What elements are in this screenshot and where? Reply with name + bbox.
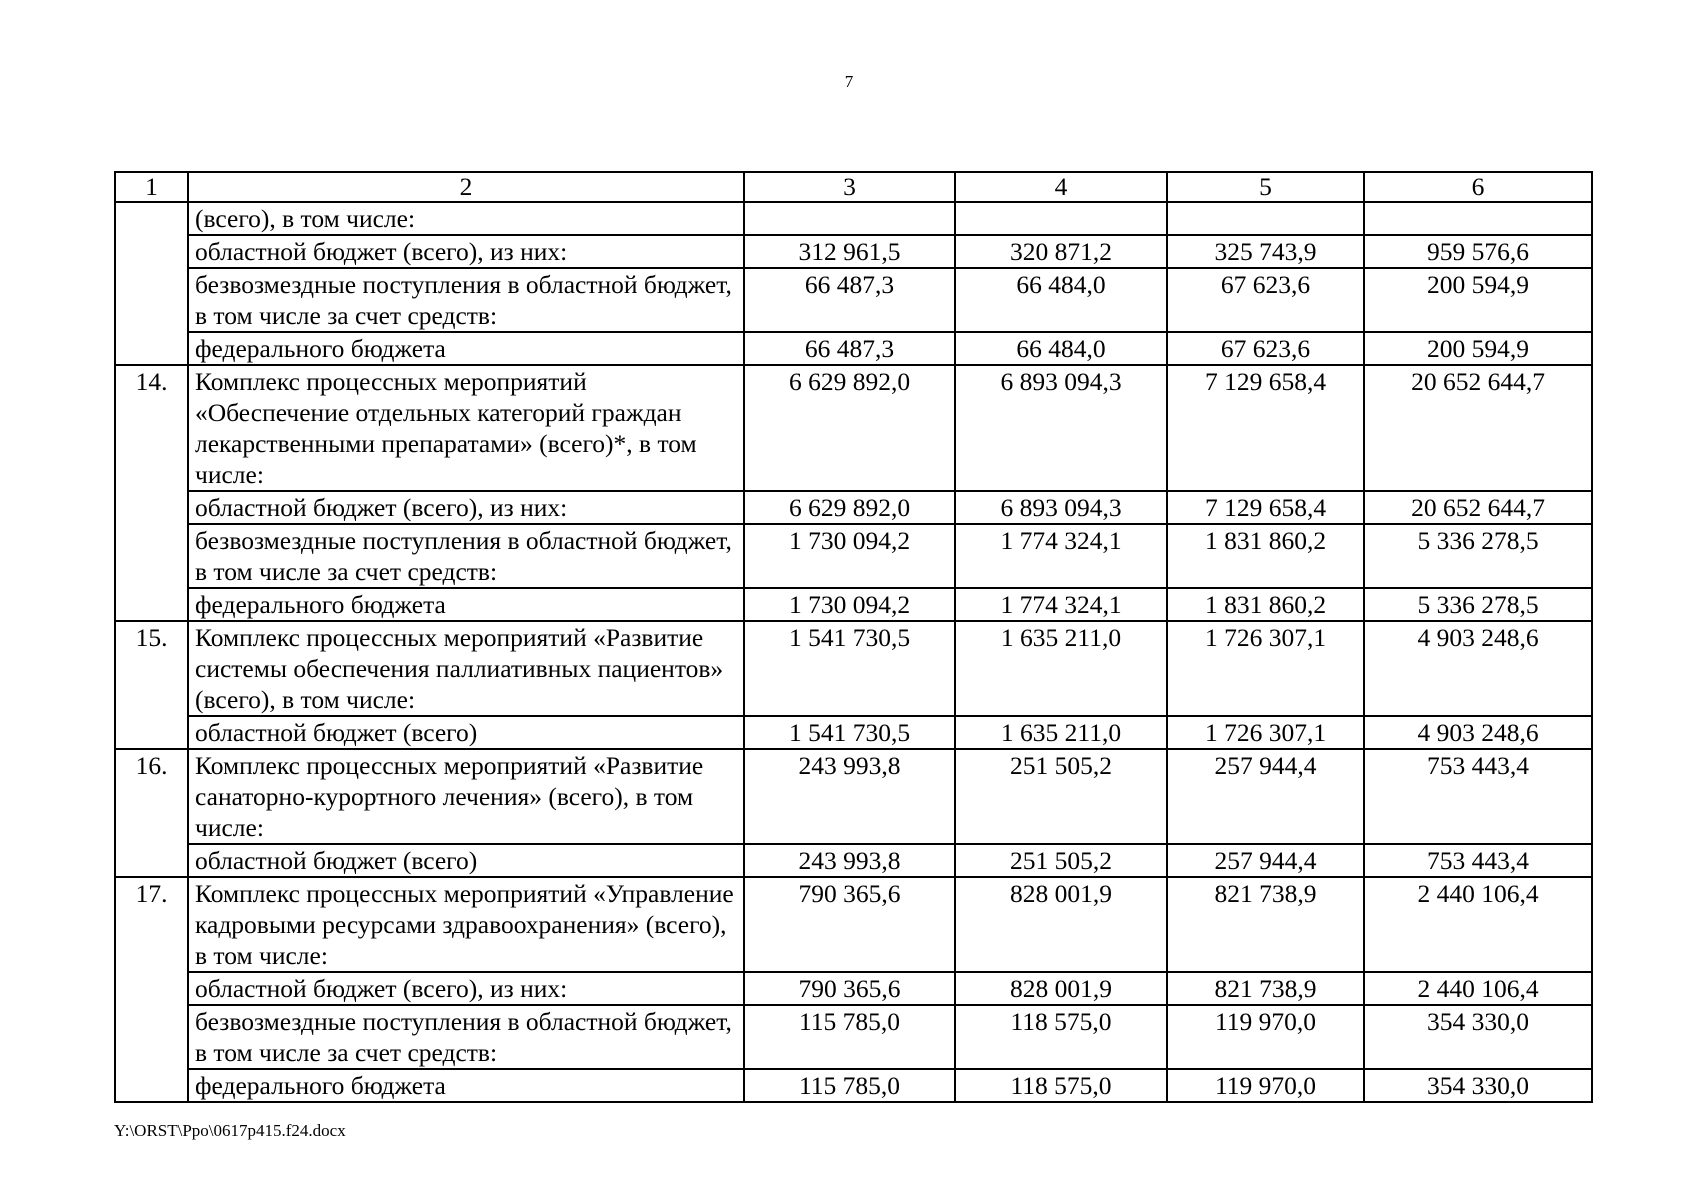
value-cell: 118 575,0 bbox=[955, 1005, 1167, 1069]
value-cell: 66 487,3 bbox=[744, 268, 955, 332]
budget-table-body bbox=[115, 172, 1592, 1102]
row-description: федерального бюджета bbox=[188, 332, 744, 365]
value-cell: 20 652 644,7 bbox=[1364, 491, 1592, 524]
table-row bbox=[115, 235, 1592, 268]
row-description: Комплекс процессных мероприятий «Развитие санаторно-курортного лечения» (всего), в том числе: bbox=[188, 749, 744, 844]
value-cell: 7 129 658,4 bbox=[1167, 365, 1364, 491]
value-cell: 5 336 278,5 bbox=[1364, 524, 1592, 588]
value-cell: 119 970,0 bbox=[1167, 1069, 1364, 1102]
row-description: федерального бюджета bbox=[188, 1069, 744, 1102]
value-cell: 354 330,0 bbox=[1364, 1005, 1592, 1069]
value-cell: 200 594,9 bbox=[1364, 268, 1592, 332]
value-cell: 753 443,4 bbox=[1364, 749, 1592, 844]
value-cell: 828 001,9 bbox=[955, 877, 1167, 972]
document-file-path: Y:\ORST\Ppo\0617p415.f24.docx bbox=[114, 1121, 346, 1140]
item-number: 14. bbox=[115, 365, 188, 621]
table-row bbox=[115, 202, 1592, 235]
value-cell: 312 961,5 bbox=[744, 235, 955, 268]
value-cell: 115 785,0 bbox=[744, 1069, 955, 1102]
row-description: областной бюджет (всего), из них: bbox=[188, 972, 744, 1005]
value-cell: 1 774 324,1 bbox=[955, 588, 1167, 621]
value-cell: 1 635 211,0 bbox=[955, 716, 1167, 749]
value-cell: 1 726 307,1 bbox=[1167, 621, 1364, 716]
value-cell: 243 993,8 bbox=[744, 844, 955, 877]
column-header-1: 1 bbox=[115, 172, 188, 202]
value-cell: 67 623,6 bbox=[1167, 268, 1364, 332]
value-cell: 119 970,0 bbox=[1167, 1005, 1364, 1069]
value-cell: 325 743,9 bbox=[1167, 235, 1364, 268]
column-header-3: 3 bbox=[744, 172, 955, 202]
budget-table bbox=[114, 171, 1593, 1103]
value-cell: 251 505,2 bbox=[955, 844, 1167, 877]
value-cell: 1 635 211,0 bbox=[955, 621, 1167, 716]
value-cell: 2 440 106,4 bbox=[1364, 972, 1592, 1005]
value-cell bbox=[744, 202, 955, 235]
value-cell: 2 440 106,4 bbox=[1364, 877, 1592, 972]
table-row bbox=[115, 588, 1592, 621]
item-number: 16. bbox=[115, 749, 188, 877]
value-cell: 1 541 730,5 bbox=[744, 716, 955, 749]
value-cell: 66 484,0 bbox=[955, 332, 1167, 365]
value-cell: 1 726 307,1 bbox=[1167, 716, 1364, 749]
value-cell: 790 365,6 bbox=[744, 877, 955, 972]
column-header-2: 2 bbox=[188, 172, 744, 202]
row-description: безвозмездные поступления в областной бюджет, в том числе за счет средств: bbox=[188, 524, 744, 588]
value-cell: 1 730 094,2 bbox=[744, 524, 955, 588]
row-description: безвозмездные поступления в областной бюджет, в том числе за счет средств: bbox=[188, 1005, 744, 1069]
table-row bbox=[115, 972, 1592, 1005]
table-row bbox=[115, 365, 1592, 491]
row-description: областной бюджет (всего), из них: bbox=[188, 235, 744, 268]
column-number-row bbox=[115, 172, 1592, 202]
row-description: (всего), в том числе: bbox=[188, 202, 744, 235]
value-cell: 251 505,2 bbox=[955, 749, 1167, 844]
value-cell: 821 738,9 bbox=[1167, 972, 1364, 1005]
value-cell: 6 893 094,3 bbox=[955, 491, 1167, 524]
value-cell: 4 903 248,6 bbox=[1364, 716, 1592, 749]
table-row bbox=[115, 844, 1592, 877]
row-description: Комплекс процессных мероприятий «Развитие системы обеспечения паллиативных пациентов» (всего), в том числе: bbox=[188, 621, 744, 716]
table-row bbox=[115, 268, 1592, 332]
value-cell: 1 831 860,2 bbox=[1167, 524, 1364, 588]
value-cell: 753 443,4 bbox=[1364, 844, 1592, 877]
value-cell: 6 893 094,3 bbox=[955, 365, 1167, 491]
value-cell: 66 487,3 bbox=[744, 332, 955, 365]
value-cell: 1 774 324,1 bbox=[955, 524, 1167, 588]
value-cell: 828 001,9 bbox=[955, 972, 1167, 1005]
value-cell: 7 129 658,4 bbox=[1167, 491, 1364, 524]
page-number: 7 bbox=[844, 72, 854, 91]
value-cell: 821 738,9 bbox=[1167, 877, 1364, 972]
value-cell bbox=[955, 202, 1167, 235]
value-cell: 1 541 730,5 bbox=[744, 621, 955, 716]
table-row bbox=[115, 332, 1592, 365]
value-cell: 20 652 644,7 bbox=[1364, 365, 1592, 491]
row-description: Комплекс процессных мероприятий «Обеспечение отдельных категорий граждан лекарственными препаратами» (всего)*, в том числе: bbox=[188, 365, 744, 491]
value-cell bbox=[1167, 202, 1364, 235]
item-number bbox=[115, 202, 188, 365]
table-row bbox=[115, 491, 1592, 524]
table-row bbox=[115, 1005, 1592, 1069]
row-description: областной бюджет (всего) bbox=[188, 716, 744, 749]
row-description: федерального бюджета bbox=[188, 588, 744, 621]
value-cell: 6 629 892,0 bbox=[744, 491, 955, 524]
value-cell: 67 623,6 bbox=[1167, 332, 1364, 365]
value-cell: 354 330,0 bbox=[1364, 1069, 1592, 1102]
table-row bbox=[115, 1069, 1592, 1102]
value-cell: 115 785,0 bbox=[744, 1005, 955, 1069]
value-cell: 6 629 892,0 bbox=[744, 365, 955, 491]
column-header-6: 6 bbox=[1364, 172, 1592, 202]
value-cell: 257 944,4 bbox=[1167, 844, 1364, 877]
value-cell: 243 993,8 bbox=[744, 749, 955, 844]
value-cell bbox=[1364, 202, 1592, 235]
row-description: безвозмездные поступления в областной бюджет, в том числе за счет средств: bbox=[188, 268, 744, 332]
value-cell: 5 336 278,5 bbox=[1364, 588, 1592, 621]
row-description: областной бюджет (всего), из них: bbox=[188, 491, 744, 524]
column-header-5: 5 bbox=[1167, 172, 1364, 202]
value-cell: 959 576,6 bbox=[1364, 235, 1592, 268]
table-row bbox=[115, 716, 1592, 749]
value-cell: 1 730 094,2 bbox=[744, 588, 955, 621]
value-cell: 4 903 248,6 bbox=[1364, 621, 1592, 716]
table-row bbox=[115, 749, 1592, 844]
table-row bbox=[115, 877, 1592, 972]
value-cell: 320 871,2 bbox=[955, 235, 1167, 268]
value-cell: 790 365,6 bbox=[744, 972, 955, 1005]
item-number: 15. bbox=[115, 621, 188, 749]
table-row bbox=[115, 524, 1592, 588]
value-cell: 257 944,4 bbox=[1167, 749, 1364, 844]
value-cell: 66 484,0 bbox=[955, 268, 1167, 332]
column-header-4: 4 bbox=[955, 172, 1167, 202]
row-description: Комплекс процессных мероприятий «Управление кадровыми ресурсами здравоохранения» (всего), в том числе: bbox=[188, 877, 744, 972]
row-description: областной бюджет (всего) bbox=[188, 844, 744, 877]
value-cell: 200 594,9 bbox=[1364, 332, 1592, 365]
value-cell: 118 575,0 bbox=[955, 1069, 1167, 1102]
value-cell: 1 831 860,2 bbox=[1167, 588, 1364, 621]
item-number: 17. bbox=[115, 877, 188, 1102]
table-row bbox=[115, 621, 1592, 716]
